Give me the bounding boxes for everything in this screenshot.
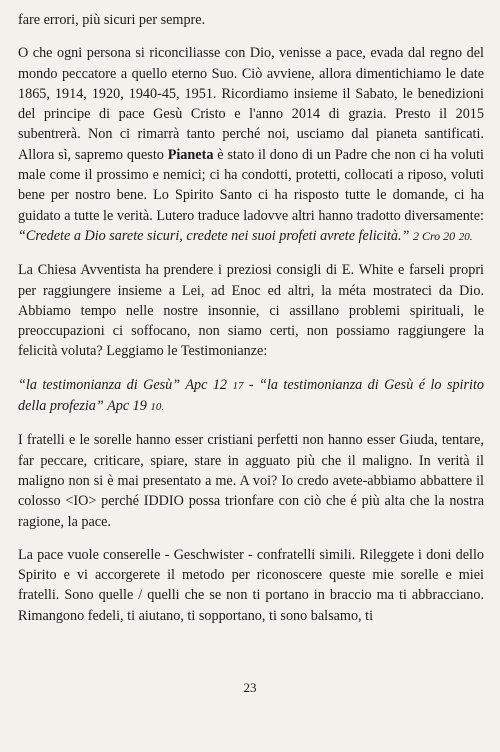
paragraph-0: fare errori, più sicuri per sempre. bbox=[18, 12, 206, 28]
page-number: 23 bbox=[243, 680, 257, 695]
paragraph-3-quote bbox=[18, 375, 484, 418]
paragraph-5: La pace vuole conserelle - Geschwister - confratelli simili. Rileggete i doni dello Spirito e vi accorgerete il metodo per riconoscere queste mie sorelle e miei fratelli. Sono quelle / quelli che se non ti portano in braccio ma ti abbracciano. Rimangono fedeli, ti aiutano, ti sopportano, ti sono balsamo, ti bbox=[18, 546, 484, 624]
quote-1: “la testimonianza di Gesù” Apc 12 bbox=[18, 376, 228, 393]
paragraph-1-text-a: O che ogni persona si riconciliasse con Dio, venisse a pace, evada dal regno del mondo peccatore a quello eterno Suo. Ciò avviene, allora dimentichiamo le date 1865, 1914, 1920, 1940-45, 1951. Ricordiamo insieme il Sabato, le benedizioni del principe di pace Gesù Cristo e l'anno 2014 di grazia. Presto il 2015 subentrerà. Non ci rimarrà tanto perché noi, usciamo dal pianeta santificati. Allora sì, sapremo questo bbox=[18, 45, 484, 163]
paragraph-1 bbox=[18, 43, 484, 247]
page-body bbox=[18, 10, 484, 639]
bible-reference-book: 2 Cro 20 bbox=[412, 228, 456, 243]
paragraph-2: La Chiesa Avventista ha prendere i preziosi consigli di E. White e farseli propri per raggiungere insieme a Lei, ad Enoc ed altri, la méta mostrateci da Dio. Abbiamo tempo nelle nostre insonnie, ci assillano problemi spirituali, le preoccupazioni ci soffocano, non siamo certi, non possiamo raggiungere la felicità voluta? Leggiamo le Testimonianze: bbox=[18, 262, 484, 360]
quote-2: - “la testimonianza di Gesù é lo spirito della profezia” Apc 19 bbox=[18, 376, 484, 415]
paragraph-1-text-b: è stato il dono di un Padre che non ci ha voluti male come il prossimo e nemici; ci ha condotti, protetti, collocati a riposo, voluti bene per nostro bene. Lo Spirito Santo ci ha risposto tutte le domande, ci ha guidato a tutte le verità. Lutero traduce ladovve altri hanno tradotto diversamente: bbox=[18, 146, 485, 224]
bible-reference-verse: 20. bbox=[458, 230, 473, 243]
quote-2-verse: 10. bbox=[150, 401, 165, 414]
paragraph-4: I fratelli e le sorelle hanno esser cristiani perfetti non hanno esser Giuda, tentare, far peccare, criticare, spiare, stare in agguato più che il maligno. In verità il maligno non si è mai presentato a me. A voi? Io credo avete-abbiamo abbattere il colosso <IO> perché IDDIO possa trionfare con ciò che é più alta che la nostra ragione, la pace. bbox=[18, 432, 484, 530]
quote-1-verse: 17 bbox=[232, 379, 244, 392]
luther-quote: “Credete a Dio sarete sicuri, credete nei suoi profeti avrete felicità.” bbox=[18, 227, 410, 244]
bold-word-pianeta: Pianeta bbox=[167, 146, 214, 163]
